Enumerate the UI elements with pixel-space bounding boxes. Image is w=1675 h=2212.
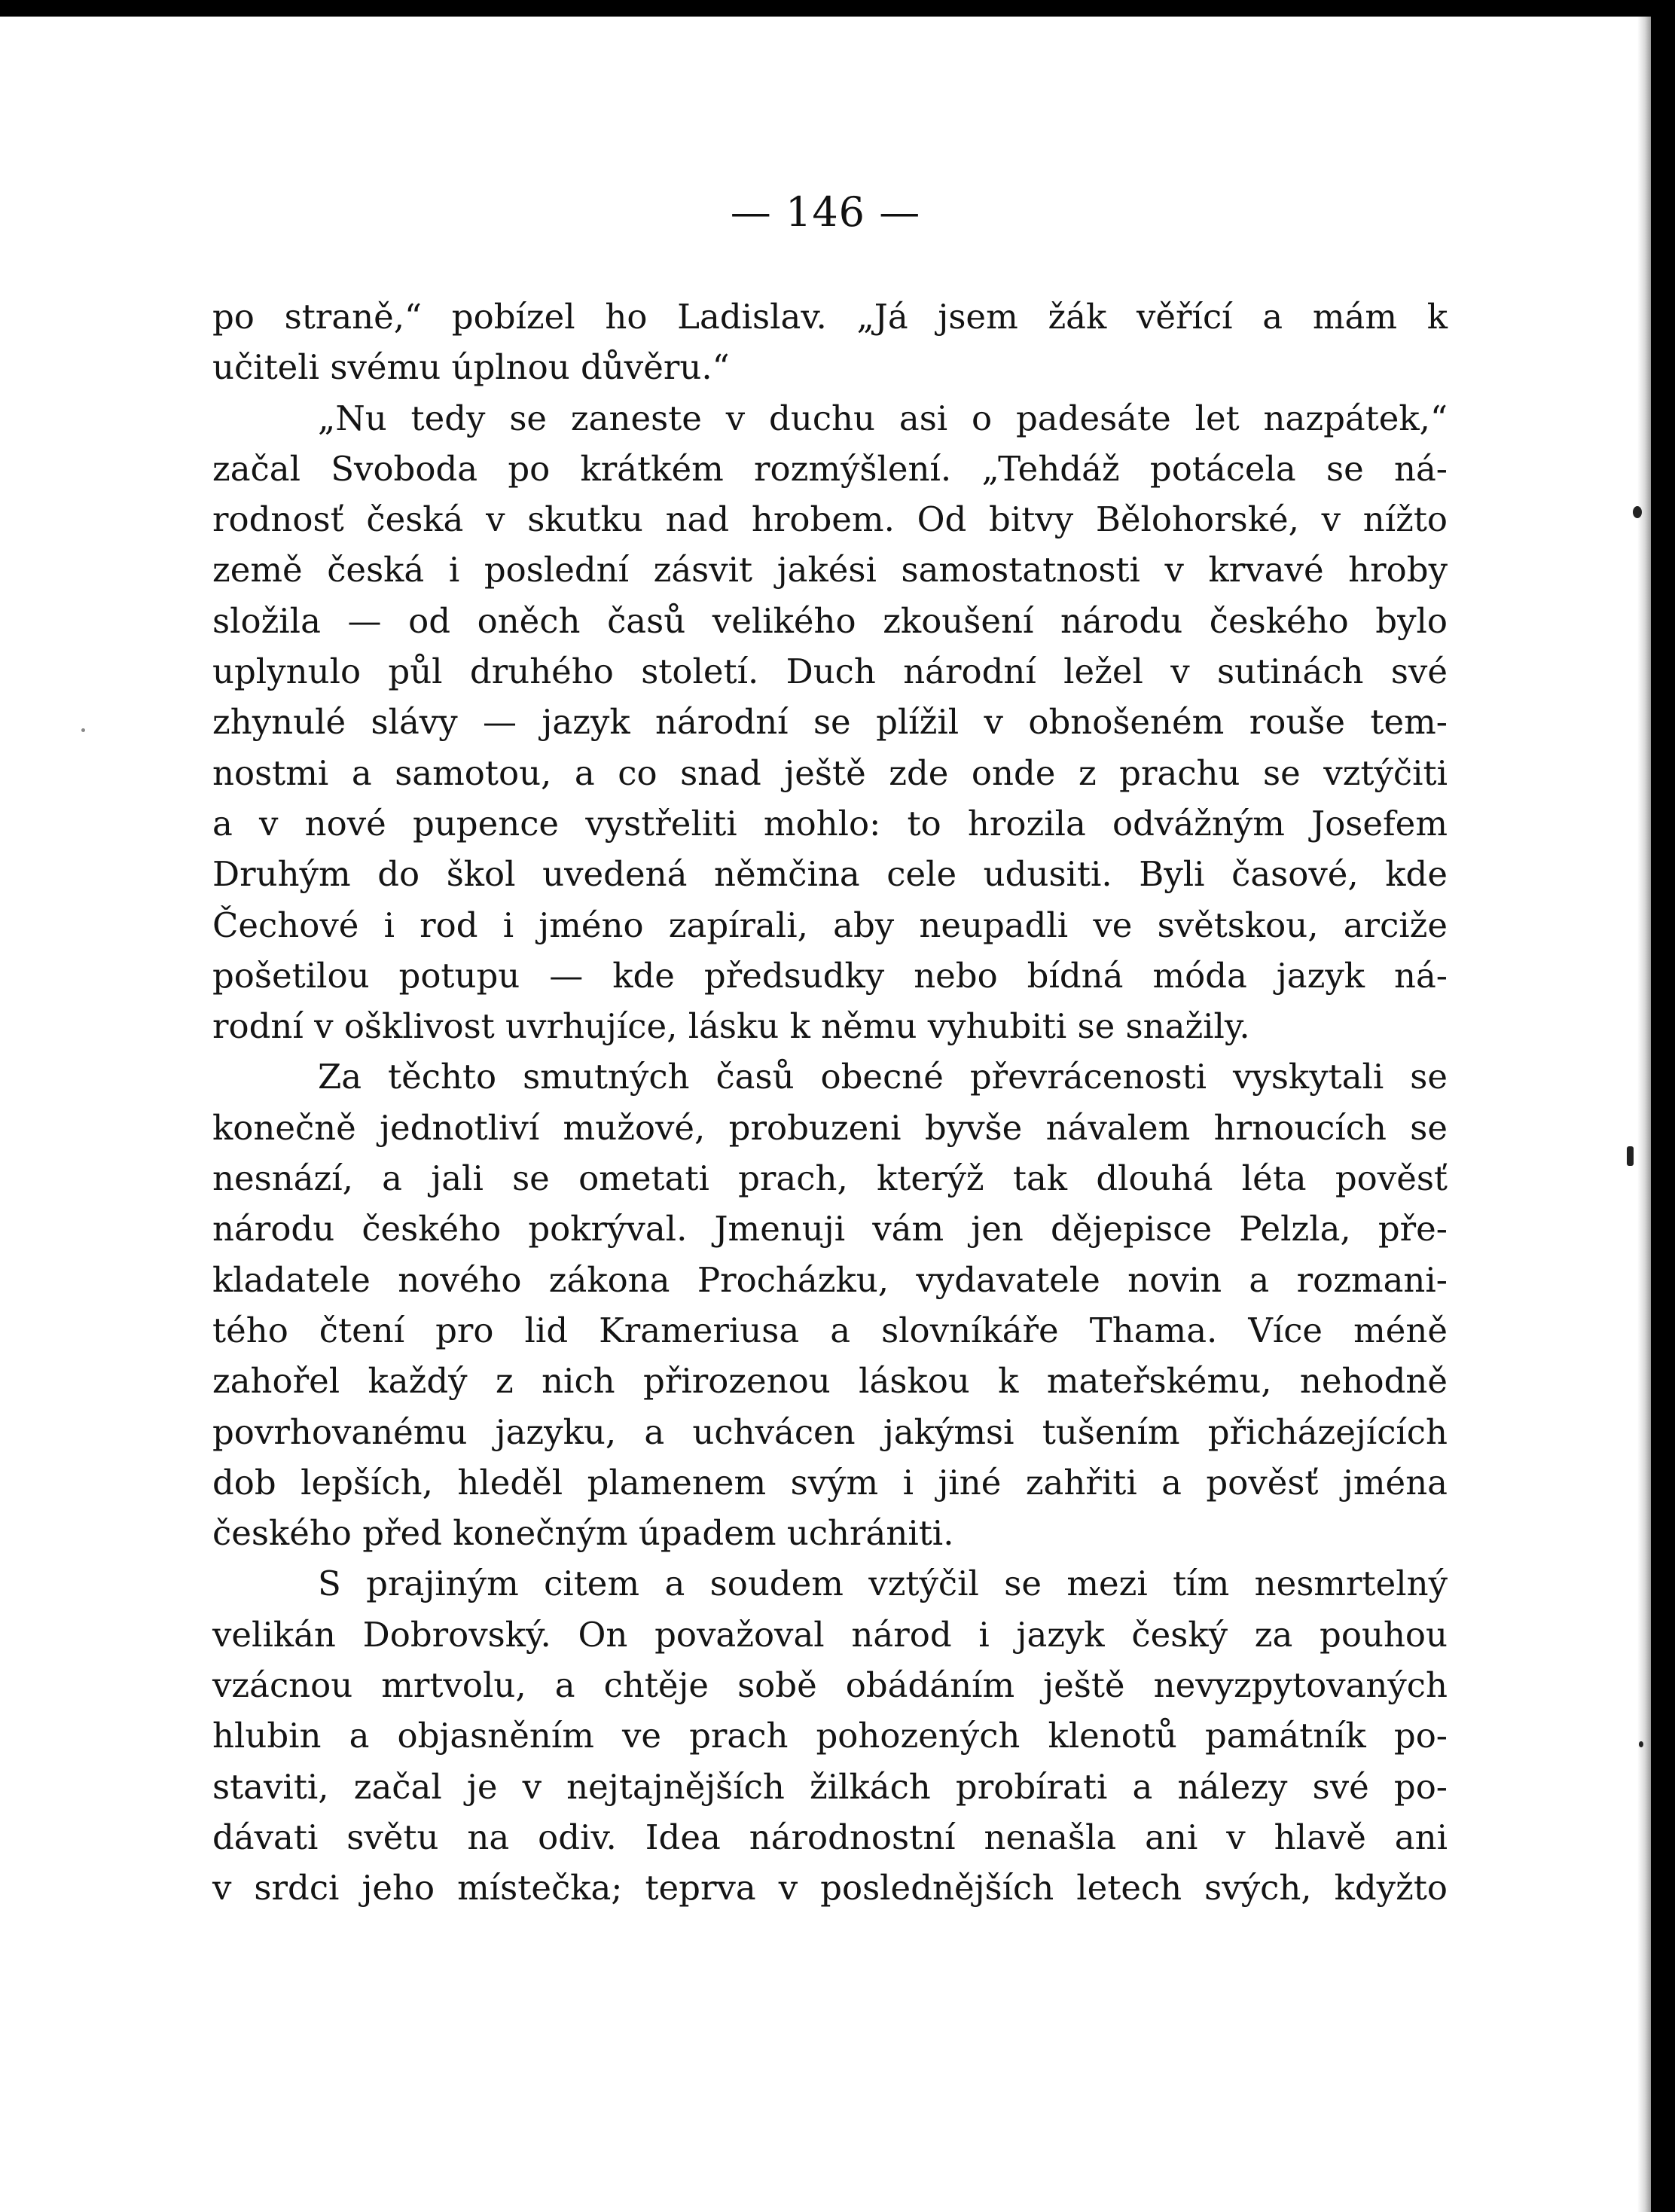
paper-sheet [0,17,1651,2212]
text-line: rodní v ošklivost uvrhujíce, lásku k němu vyhubiti se snažily. [212,1006,1250,1047]
text-line: rodnosť česká v skutku nad hrobem. Od bitvy Bělohorské, v nížto [212,499,1448,540]
text-line: dob lepších, hleděl plamenem svým i jiné zahřiti a pověsť jména [212,1462,1448,1503]
body-text [212,291,1448,1914]
page-edge-shadow [1637,17,1651,2212]
ink-speck [81,728,85,732]
text-line: složila — od oněch časů velikého zkoušení národu českého bylo [212,600,1448,641]
text-line: tého čtení pro lid Krameriusa a slovníkáře Thama. Více méně [212,1310,1448,1350]
text-line: Za těchto smutných časů obecné převrácenosti vyskytali se [318,1057,1448,1097]
text-line: velikán Dobrovský. On považoval národ i jazyk český za pouhou [212,1614,1448,1655]
text-line: vzácnou mrtvolu, a chtěje sobě obádáním ještě nevyzpytovaných [212,1665,1448,1706]
text-line: nostmi a samotou, a co snad ještě zde onde z prachu se vztýčiti [212,752,1448,793]
text-line: „Nu tedy se zaneste v duchu asi o padesáte let nazpátek,“ [318,398,1448,438]
text-line: začal Svoboda po krátkém rozmýšlení. „Tehdáž potácela se ná- [212,448,1448,489]
text-line: povrhovanému jazyku, a uchvácen jakýmsi tušením přicházejících [212,1411,1448,1452]
text-line: Čechové i rod i jméno zapírali, aby neupadli ve světskou, arciže [212,905,1448,945]
text-line: zahořel každý z nich přirozenou láskou k mateřskému, nehodně [212,1361,1448,1402]
text-line: kladatele nového zákona Procházku, vydavatele novin a rozmani- [212,1259,1448,1300]
ink-speck [1633,506,1642,518]
text-line: uplynulo půl druhého století. Duch národní ležel v sutinách své [212,651,1448,692]
text-line: hlubin a objasněním ve prach pohozených klenotů památník po- [212,1716,1448,1756]
text-line: Druhým do škol uvedená němčina cele udusiti. Byli časové, kde [212,854,1448,895]
ink-speck [1627,1146,1634,1166]
text-line: konečně jednotliví mužové, probuzeni byvše návalem hrnoucích se [212,1107,1448,1148]
text-line: a v nové pupence vystřeliti mohlo: to hrozila odvážným Josefem [212,803,1448,844]
ink-speck [1639,1741,1643,1747]
text-line: staviti, začal je v nejtajnějších žilkách probírati a nálezy své po- [212,1766,1448,1807]
page-number: — 146 — [730,188,921,236]
text-line: zhynulé slávy — jazyk národní se plížil v obnošeném rouše tem- [212,702,1448,743]
text-line: učiteli svému úplnou důvěru.“ [212,347,730,388]
text-line: dávati světu na odiv. Idea národnostní nenašla ani v hlavě ani [212,1817,1448,1857]
text-line: země česká i poslední zásvit jakési samostatnosti v krvavé hroby [212,550,1448,590]
text-line: S prajiným citem a soudem vztýčil se mezi tím nesmrtelný [318,1564,1448,1604]
text-line: českého před konečným úpadem uchrániti. [212,1513,954,1554]
text-line: nesnází, a jali se ometati prach, kterýž tak dlouhá léta pověsť [212,1158,1448,1199]
text-line: po straně,“ pobízel ho Ladislav. „Já jsem žák věřící a mám k [212,297,1448,337]
text-line: národu českého pokrýval. Jmenuji vám jen dějepisce Pelzla, pře- [212,1209,1448,1249]
text-line: v srdci jeho místečka; teprva v poslednějších letech svých, kdyžto [212,1868,1448,1908]
text-line: pošetilou potupu — kde předsudky nebo bídná móda jazyk ná- [212,955,1448,996]
